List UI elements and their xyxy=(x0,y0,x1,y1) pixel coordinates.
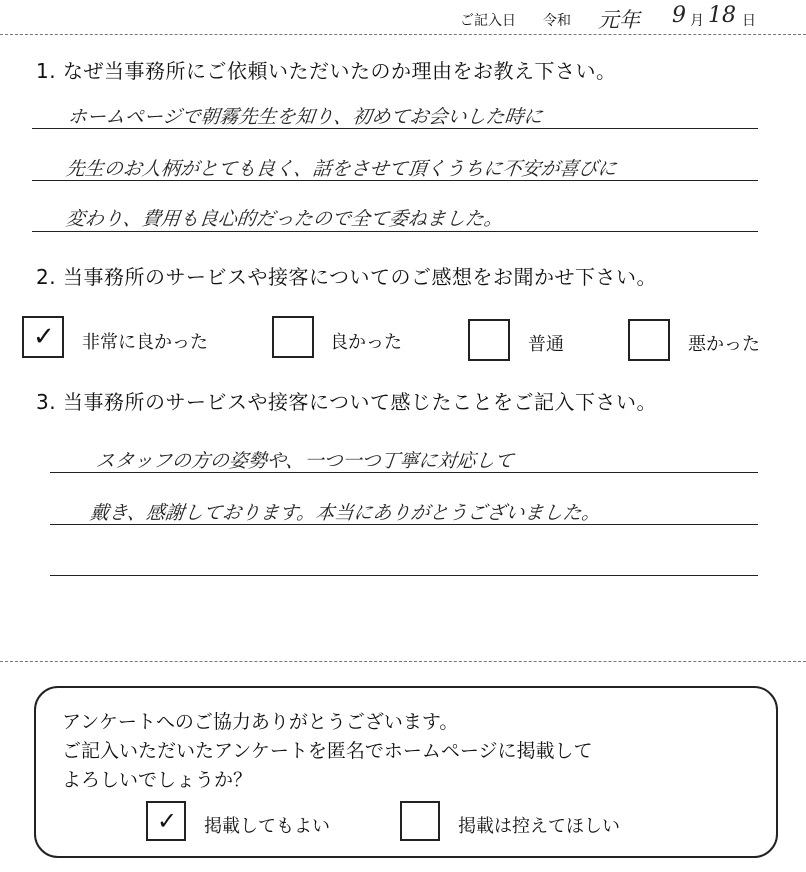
consent-line-1: アンケートへのご協力ありがとうございます。 xyxy=(62,711,459,733)
q1-rule-2 xyxy=(32,180,758,181)
q1-rule-1 xyxy=(32,128,758,129)
q3-rule-1 xyxy=(50,472,758,473)
date-label: ご記入日 xyxy=(460,13,516,29)
q1-answer-line-2: 先生のお人柄がとても良く、話をさせて頂くうちに不安が喜びに xyxy=(64,158,618,180)
q3-answer-line-2: 戴き、感謝しております。本当にありがとうございました。 xyxy=(88,502,602,524)
q3-rule-3 xyxy=(50,575,758,576)
day-handwritten: 18 xyxy=(708,3,736,28)
day-label: 日 xyxy=(742,13,756,29)
q1-rule-3 xyxy=(32,231,758,232)
q1-answer-line-3: 変わり、費用も良心的だったので全て委ねました。 xyxy=(64,208,505,230)
option-bad-checkbox[interactable] xyxy=(628,319,670,361)
option-normal-label: 普通 xyxy=(528,334,564,355)
question-1: 1. なぜ当事務所にご依頼いただいたのか理由をお教え下さい。 xyxy=(36,59,617,83)
option-good-label: 良かった xyxy=(330,332,402,353)
check-mark-icon: ✓ xyxy=(33,322,55,352)
era-label: 令和 xyxy=(543,13,571,29)
option-normal-checkbox[interactable] xyxy=(468,319,510,361)
consent-allow-label: 掲載してもよい xyxy=(204,816,330,837)
consent-decline-checkbox[interactable] xyxy=(400,801,440,841)
q1-answer-line-1: ホームページで朝霧先生を知り、初めてお会いした時に xyxy=(66,106,544,128)
q3-answer-line-1: スタッフの方の姿勢や、一つ一つ丁寧に対応して xyxy=(94,450,515,472)
top-divider xyxy=(0,34,806,35)
bottom-divider xyxy=(0,661,806,662)
q3-rule-2 xyxy=(50,524,758,525)
consent-line-2: ご記入いただいたアンケートを匿名でホームページに掲載して xyxy=(62,740,593,762)
month-handwritten: 9 xyxy=(672,3,686,28)
question-3: 3. 当事務所のサービスや接客について感じたことをご記入下さい。 xyxy=(36,390,658,414)
month-label: 月 xyxy=(690,13,704,29)
consent-allow-checkbox[interactable] xyxy=(146,801,186,841)
check-mark-icon: ✓ xyxy=(157,807,178,835)
option-good-checkbox[interactable] xyxy=(272,316,314,358)
option-very-good-label: 非常に良かった xyxy=(82,332,208,353)
option-bad-label: 悪かった xyxy=(688,334,760,355)
option-very-good-checkbox[interactable] xyxy=(22,316,64,358)
year-handwritten: 元年 xyxy=(598,8,640,32)
question-2: 2. 当事務所のサービスや接客についてのご感想をお聞かせ下さい。 xyxy=(36,265,658,289)
consent-decline-label: 掲載は控えてほしい xyxy=(458,816,620,837)
consent-line-3: よろしいでしょうか？ xyxy=(62,769,253,791)
